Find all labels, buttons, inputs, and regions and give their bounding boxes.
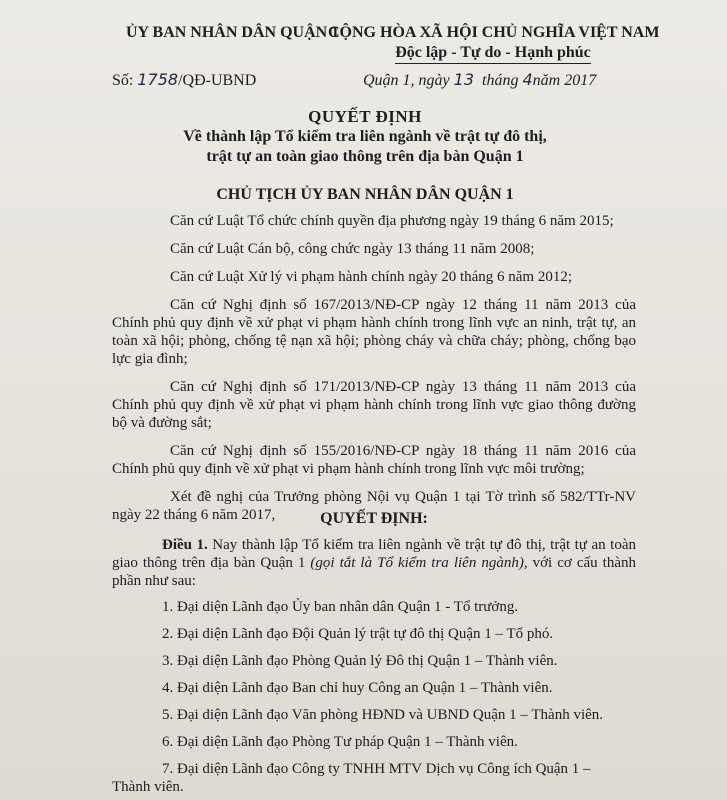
title-line-1: Về thành lập Tổ kiểm tra liên ngành về trật tự đô thị, (183, 128, 547, 145)
list-item (112, 760, 642, 796)
article-1-text-end: , với cơ cấu thành phần như sau: (112, 555, 636, 589)
basis-paragraph: Xét đề nghị của Trưởng phòng Nội vụ Quận 1 tại Tờ trình số 582/TTr-NV ngày 22 tháng 6 năm 2017, (112, 489, 636, 523)
list-item: 5. Đại diện Lãnh đạo Văn phòng HĐND và UBND Quận 1 – Thành viên. (162, 707, 604, 723)
date-month: 4 (522, 70, 533, 89)
date-year: năm 2017 (532, 72, 597, 89)
number-handwritten: 1758 (137, 70, 179, 89)
list-item: 2. Đại diện Lãnh đạo Đội Quản lý trật tự đô thị Quận 1 – Tổ phó. (162, 626, 554, 642)
date-month-label: tháng (482, 72, 519, 89)
national-header (328, 24, 658, 64)
list-item-text: 7. Đại diện Lãnh đạo Công ty TNHH MTV Dịch vụ Công ích Quận 1 – (162, 761, 591, 777)
legal-bases (112, 212, 636, 534)
article-1 (112, 536, 636, 590)
decision-title (120, 107, 610, 167)
article-1-text: Nay thành lập Tổ kiểm tra liên ngành về trật tự đô thị, trật tự an toàn giao thông trên địa bàn Quận 1 (112, 537, 637, 571)
title-line-2: trật tự an toàn giao thông trên địa bàn Quận 1 (206, 148, 524, 165)
list-item: 3. Đại diện Lãnh đạo Phòng Quản lý Đô thị Quận 1 – Thành viên. (162, 653, 558, 669)
basis-paragraph: Căn cứ Nghị định số 155/2016/NĐ-CP ngày 18 tháng 11 năm 2016 của Chính phủ quy định về xử phạt vi phạm hành chính trong lĩnh vực môi trường; (112, 443, 636, 477)
list-item: 1. Đại diện Lãnh đạo Ủy ban nhân dân Quận 1 - Tổ trưởng. (162, 599, 519, 615)
basis-paragraph: Căn cứ Luật Cán bộ, công chức ngày 13 tháng 11 năm 2008; (170, 241, 535, 257)
nation-name: CỘNG HÒA XÃ HỘI CHỦ NGHĨA VIỆT NAM (328, 24, 660, 41)
document-date (363, 70, 596, 90)
issuing-authority: ỦY BAN NHÂN DÂN QUẬN 1 (126, 24, 340, 41)
date-place: Quận 1, ngày (363, 72, 450, 89)
basis-paragraph: Căn cứ Nghị định số 171/2013/NĐ-CP ngày 13 tháng 11 năm 2013 của Chính phủ quy định về xử phạt vi phạm hành chính trong lĩnh vực giao thông đường bộ và đường sắt; (112, 379, 636, 431)
document-number (112, 70, 256, 90)
date-day: 13 (453, 70, 475, 89)
decision-heading: QUYẾT ĐỊNH: (320, 510, 428, 527)
article-1-italic: (gọi tắt là Tổ kiểm tra liên ngành) (310, 555, 524, 571)
number-suffix: /QĐ-UBND (178, 72, 257, 89)
list-item: 4. Đại diện Lãnh đạo Ban chỉ huy Công an Quận 1 – Thành viên. (162, 680, 553, 696)
basis-paragraph: Căn cứ Nghị định số 167/2013/NĐ-CP ngày 12 tháng 11 năm 2013 của Chính phủ quy định về xử phạt vi phạm hành chính trong lĩnh vực an ninh, trật tự, an toàn xã hội; phòng, chống tệ nạn xã hội; phòng cháy và chữa cháy; phòng, chống bạo lực gia đình; (112, 297, 636, 367)
basis-paragraph: Căn cứ Luật Xử lý vi phạm hành chính ngày 20 tháng 6 năm 2012; (170, 269, 573, 285)
chairman-heading: CHỦ TỊCH ỦY BAN NHÂN DÂN QUẬN 1 (216, 186, 514, 203)
document-type: QUYẾT ĐỊNH (308, 107, 422, 126)
list-item: 6. Đại diện Lãnh đạo Phòng Tư pháp Quận 1 – Thành viên. (162, 734, 518, 750)
national-motto: Độc lập - Tự do - Hạnh phúc (395, 44, 591, 64)
list-item-continuation: Thành viên. (112, 779, 184, 795)
basis-paragraph: Căn cứ Luật Tổ chức chính quyền địa phương ngày 19 tháng 6 năm 2015; (170, 213, 614, 229)
member-list (112, 598, 642, 796)
number-prefix: Số: (112, 72, 134, 89)
article-1-label: Điều 1. (162, 537, 208, 553)
